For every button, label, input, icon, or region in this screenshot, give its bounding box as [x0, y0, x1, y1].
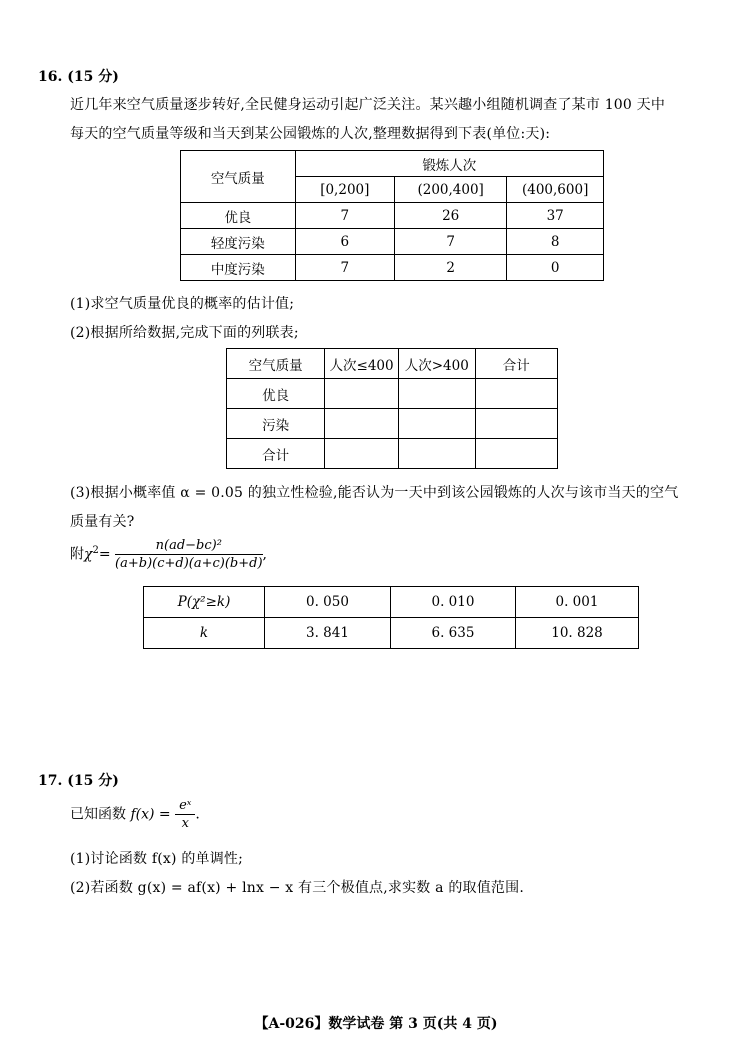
cell: 6. 635: [391, 618, 516, 649]
cell: 37: [507, 203, 604, 229]
table2-header: 合计: [475, 349, 557, 379]
formula-numerator: n(ad−bc)²: [115, 538, 263, 555]
table-row: [144, 618, 639, 649]
question-17-header: 17. (15 分): [38, 773, 119, 789]
cell: 0. 001: [516, 587, 639, 618]
table1-col-header: (400,600]: [507, 177, 604, 203]
table1-col-header: (200,400]: [394, 177, 506, 203]
row-label: k: [144, 618, 265, 649]
q16-part3-line1: (3)根据小概率值 α = 0.05 的独立性检验,能否认为一天中到该公园锻炼的人次与该市当天的空气: [70, 485, 679, 501]
page-footer: 【A-026】数学试卷 第 3 页(共 4 页): [254, 1016, 498, 1032]
table1-col-header: [0,200]: [295, 177, 394, 203]
row-label: 中度污染: [181, 255, 296, 281]
q16-part3-line2: 质量有关?: [70, 514, 135, 530]
cell: 0. 010: [391, 587, 516, 618]
cell: 2: [394, 255, 506, 281]
function-numerator: eˣ: [175, 798, 195, 815]
formula-equals: =: [98, 546, 111, 563]
question-16-header: 16. (15 分): [38, 69, 119, 85]
table-row: [227, 439, 558, 469]
chi-symbol: χ: [84, 546, 93, 563]
function-tail: .: [195, 806, 200, 823]
chi-exponent: 2: [92, 544, 99, 556]
cell: 7: [295, 203, 394, 229]
formula-tail: ,: [262, 546, 267, 563]
table2-header: 空气质量: [227, 349, 325, 379]
cell: 0: [507, 255, 604, 281]
blank-cell[interactable]: [475, 409, 557, 439]
formula-denominator: (a+b)(c+d)(a+c)(b+d): [115, 556, 263, 571]
row-label: 合计: [227, 439, 325, 469]
row-label: 优良: [227, 379, 325, 409]
q17-part2: (2)若函数 g(x) = af(x) + lnx − x 有三个极值点,求实数 a 的取值范围.: [70, 880, 524, 896]
blank-cell[interactable]: [398, 439, 475, 469]
chi-square-formula: [70, 538, 267, 571]
blank-cell[interactable]: [325, 379, 399, 409]
table2-header: 人次>400: [398, 349, 475, 379]
table2-header: 人次≤400: [325, 349, 399, 379]
row-label: P(χ²≥k): [144, 587, 265, 618]
table1-group-header: 锻炼人次: [295, 151, 603, 177]
q16-intro-line2: 每天的空气质量等级和当天到某公园锻炼的人次,整理数据得到下表(单位:天):: [70, 126, 551, 142]
cell: 10. 828: [516, 618, 639, 649]
q16-part1: (1)求空气质量优良的概率的估计值;: [70, 296, 295, 312]
air-quality-exercise-table: [180, 150, 604, 281]
function-denominator: x: [181, 816, 189, 831]
cell: 0. 050: [265, 587, 391, 618]
function-definition: [70, 798, 200, 831]
row-label: 污染: [227, 409, 325, 439]
cell: 7: [295, 255, 394, 281]
table-row: [227, 409, 558, 439]
blank-cell[interactable]: [398, 409, 475, 439]
cell: 3. 841: [265, 618, 391, 649]
blank-cell[interactable]: [475, 379, 557, 409]
row-label: 轻度污染: [181, 229, 296, 255]
table-row: [144, 587, 639, 618]
cell: 8: [507, 229, 604, 255]
table-row: [227, 379, 558, 409]
q16-intro-line1: 近几年来空气质量逐步转好,全民健身运动引起广泛关注。某兴趣小组随机调查了某市 100 天中: [70, 97, 666, 113]
table1-corner: 空气质量: [181, 151, 296, 203]
given-prefix: 已知函数: [70, 806, 131, 823]
blank-cell[interactable]: [398, 379, 475, 409]
cell: 26: [394, 203, 506, 229]
table-row: [181, 255, 604, 281]
blank-cell[interactable]: [325, 439, 399, 469]
table-row: [181, 229, 604, 255]
function-equals: =: [154, 806, 176, 823]
blank-cell[interactable]: [325, 409, 399, 439]
formula-prefix: 附: [70, 546, 84, 563]
critical-value-table: [143, 586, 639, 649]
row-label: 优良: [181, 203, 296, 229]
cell: 7: [394, 229, 506, 255]
contingency-table: [226, 348, 558, 469]
q16-part2: (2)根据所给数据,完成下面的列联表;: [70, 325, 299, 341]
blank-cell[interactable]: [475, 439, 557, 469]
cell: 6: [295, 229, 394, 255]
table-row: [181, 203, 604, 229]
function-name: f(x): [130, 806, 155, 823]
q17-part1: (1)讨论函数 f(x) 的单调性;: [70, 851, 244, 867]
